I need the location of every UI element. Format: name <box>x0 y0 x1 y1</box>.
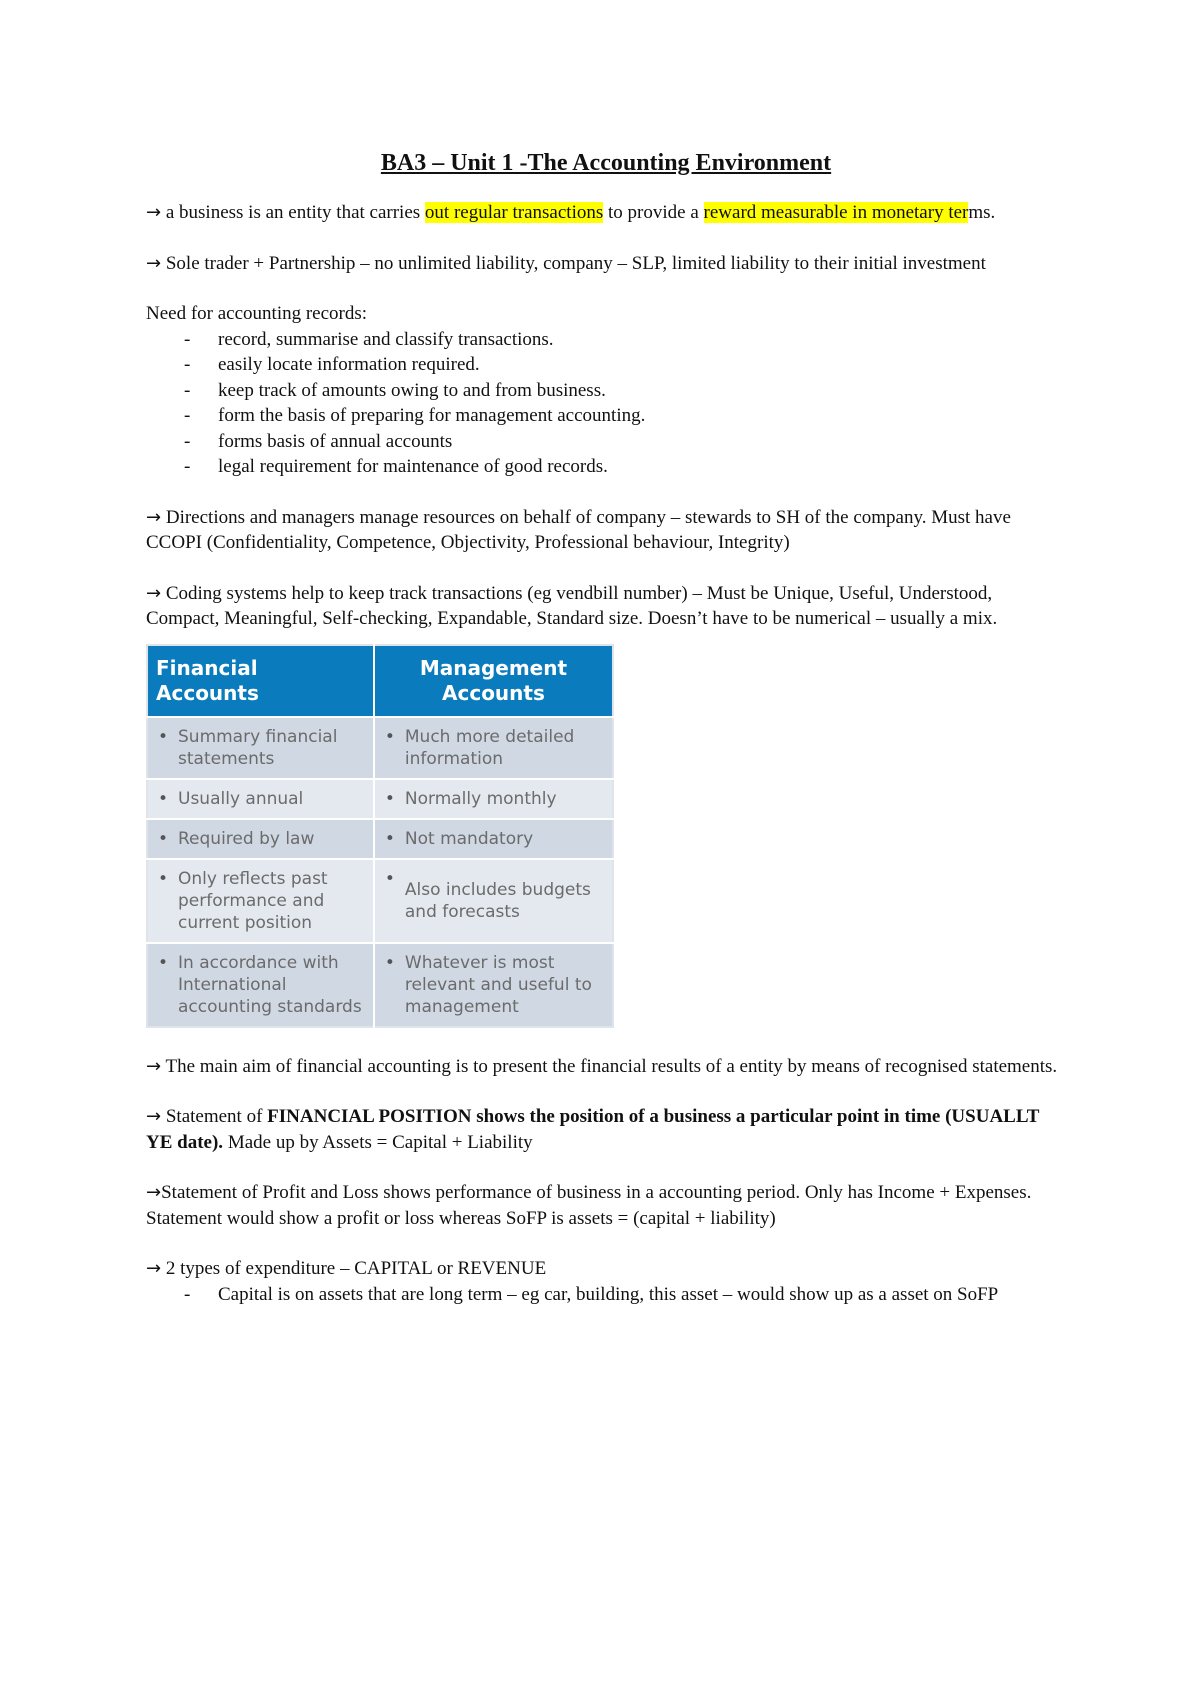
cell-text: Usually annual <box>178 788 304 809</box>
table-cell <box>374 859 613 943</box>
list-item: - Capital is on assets that are long term – eg car, building, this asset – would show up as a asset on SoFP <box>146 1282 1066 1308</box>
header-financial-accounts: Financial Accounts <box>147 645 374 717</box>
bullet-icon: • <box>384 952 395 973</box>
text-span: to provide a <box>603 202 704 223</box>
paragraph-main-aim <box>146 1054 1066 1080</box>
table-cell <box>374 819 613 859</box>
paragraph-directors <box>146 505 1066 556</box>
table-row <box>147 859 613 943</box>
paragraph-business-entity <box>146 200 1066 226</box>
text-span: Directions and managers manage resources on behalf of company – stewards to SH of the company. Must have CCOPI (Confidentiality, Competence, Objectivity, Professional behaviour, Integrity) <box>146 506 1011 553</box>
cell-text: Summary financial statements <box>178 726 338 769</box>
list-item: - record, summarise and classify transactions. <box>146 327 1066 353</box>
table-cell <box>374 943 613 1027</box>
table-cell <box>147 819 374 859</box>
table-cell <box>374 717 613 779</box>
cell-text: Whatever is most relevant and useful to management <box>404 952 592 1017</box>
table-header-row <box>147 645 613 717</box>
bullet-icon: • <box>384 788 395 809</box>
bullet-icon: • <box>158 868 169 889</box>
table-cell <box>147 859 374 943</box>
arrow-icon: → <box>146 1106 162 1127</box>
highlight-text: reward measurable in monetary ter <box>703 202 969 223</box>
need-heading: Need for accounting records: <box>146 303 368 324</box>
cell-text: Required by law <box>178 828 315 849</box>
table-cell <box>374 779 613 819</box>
list-item: - legal requirement for maintenance of good records. <box>146 454 1066 480</box>
text-span: Statement of <box>161 1106 268 1127</box>
list-item: - keep track of amounts owing to and from business. <box>146 378 1066 404</box>
text-span: Sole trader + Partnership – no unlimited liability, company – SLP, limited liability to their initial investment <box>161 252 986 274</box>
bullet-icon: • <box>158 788 169 809</box>
page-title: BA3 – Unit 1 -The Accounting Environment <box>380 150 832 176</box>
need-list <box>146 327 1066 480</box>
bullet-icon: • <box>158 828 169 849</box>
text-span: Made up by Assets = Capital + Liability <box>223 1131 533 1153</box>
arrow-icon: → <box>146 1055 162 1077</box>
cell-text: Only reflects past performance and current position <box>178 868 328 933</box>
arrow-icon: → <box>146 1258 162 1279</box>
cell-text: Also includes budgets and forecasts <box>404 879 591 922</box>
arrow-icon: → <box>146 1182 162 1203</box>
text-span: Coding systems help to keep track transactions (eg vendbill number) – Must be Unique, Useful, Understood, Compact, Meaningful, Self-checking, Expandable, Standard size. Doesn’t have to be numerical – usually a mix. <box>146 582 998 629</box>
cell-text: Normally monthly <box>404 788 557 809</box>
table-row <box>147 779 613 819</box>
arrow-icon: → <box>146 252 162 274</box>
table-row <box>147 943 613 1027</box>
text-span: 2 types of expenditure – CAPITAL or REVENUE <box>161 1258 547 1279</box>
arrow-icon: → <box>146 582 162 604</box>
text-span: ms. <box>968 202 996 223</box>
arrow-icon: → <box>146 506 162 528</box>
header-management-accounts: Management Accounts <box>374 645 613 717</box>
comparison-table <box>146 644 614 1028</box>
table-row <box>147 819 613 859</box>
bullet-icon: • <box>158 952 169 973</box>
table-cell <box>147 717 374 779</box>
expenditure-list <box>146 1282 1066 1308</box>
text-span: Statement of Profit and Loss shows performance of business in a accounting period. Only has Income + Expenses. Statement would show a profit or loss whereas SoFP is assets = (capital + liability) <box>146 1182 1032 1229</box>
list-item: - easily locate information required. <box>146 352 1066 378</box>
cell-text: In accordance with International accounting standards <box>178 952 362 1017</box>
bullet-icon: • <box>384 828 395 849</box>
arrow-icon: → <box>146 202 162 223</box>
highlight-text: out regular transactions <box>424 202 604 223</box>
bold-text: FINANCIAL POSITION shows the position of a business a particular point in time (USUALLT YE date). <box>146 1106 1040 1153</box>
bullet-icon: • <box>158 726 169 747</box>
bullet-icon: • <box>384 868 395 889</box>
table-row <box>147 717 613 779</box>
bullet-icon: • <box>384 726 395 747</box>
document-page <box>146 148 1066 1332</box>
text-span: a business is an entity that carries <box>161 202 425 223</box>
list-item: - forms basis of annual accounts <box>146 429 1066 455</box>
paragraph-coding <box>146 581 1066 632</box>
text-span: The main aim of financial accounting is to present the financial results of a entity by means of recognised statements. <box>161 1055 1058 1077</box>
paragraph-profit-loss <box>146 1180 1066 1231</box>
table-cell <box>147 943 374 1027</box>
cell-text: Not mandatory <box>404 828 534 849</box>
paragraph-expenditure <box>146 1256 1066 1282</box>
table-cell <box>147 779 374 819</box>
paragraph-financial-position <box>146 1104 1066 1155</box>
paragraph-liability <box>146 251 1066 277</box>
list-item: - form the basis of preparing for management accounting. <box>146 403 1066 429</box>
cell-text: Much more detailed information <box>404 726 575 769</box>
